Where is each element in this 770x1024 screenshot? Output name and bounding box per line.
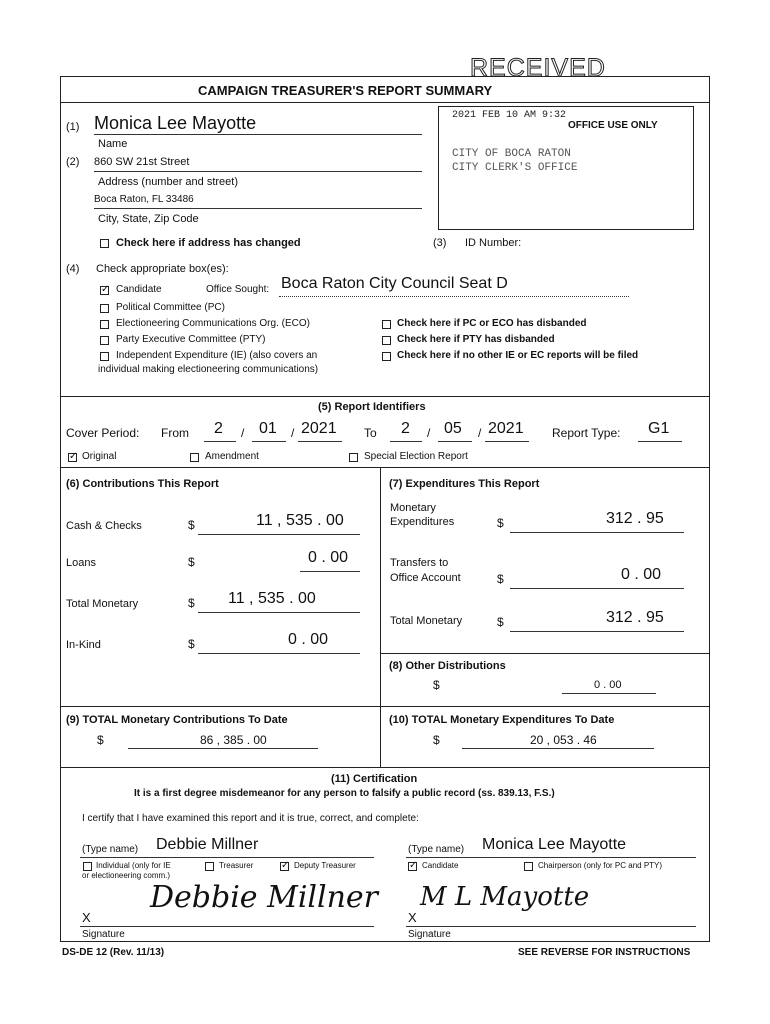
right-typed-name: Monica Lee Mayotte xyxy=(482,836,627,853)
to-year: 2021 xyxy=(488,420,524,437)
total-monetary-expenditures-value: 312 . 95 xyxy=(606,609,664,626)
cash-checks-label: Cash & Checks xyxy=(66,520,142,532)
address-changed-checkbox[interactable] xyxy=(100,239,109,248)
section-5-top-rule xyxy=(60,396,710,397)
individual-label-2: or electioneering comm.) xyxy=(82,871,171,880)
total-monetary-contributions-label: Total Monetary xyxy=(66,598,139,610)
pc-disbanded-label: Check here if PC or ECO has disbanded xyxy=(397,318,587,329)
from-year-underline xyxy=(298,441,342,442)
from-year: 2021 xyxy=(301,420,337,437)
no-other-reports-label: Check here if no other IE or EC reports will be filed xyxy=(397,350,639,361)
other-distributions-value: 0 . 00 xyxy=(594,679,622,691)
transfers-label-1: Transfers to xyxy=(390,557,449,569)
pty-label: Party Executive Committee (PTY) xyxy=(116,334,266,345)
to-day-underline xyxy=(438,441,472,442)
in-kind-dollar-sign: $ xyxy=(188,637,195,651)
monetary-expenditures-label-2: Expenditures xyxy=(390,516,455,528)
form-id: DS-DE 12 (Rev. 11/13) xyxy=(62,947,165,958)
pty-disbanded-label: Check here if PTY has disbanded xyxy=(397,334,555,345)
right-signature-label: Signature xyxy=(408,929,451,940)
right-signature: M L Mayotte xyxy=(420,882,590,912)
loans-dollar-sign: $ xyxy=(188,555,195,569)
to-month: 2 xyxy=(401,420,410,437)
section-1-number: (1) xyxy=(66,121,80,133)
transfers-dollar-sign: $ xyxy=(497,572,504,586)
to-year-underline xyxy=(485,441,529,442)
amendment-checkbox[interactable] xyxy=(190,453,199,462)
section-5-header: (5) Report Identifiers xyxy=(318,401,426,413)
ie-checkbox[interactable] xyxy=(100,352,109,361)
in-kind-value: 0 . 00 xyxy=(288,631,329,648)
pc-checkbox[interactable] xyxy=(100,304,109,313)
pc-label: Political Committee (PC) xyxy=(116,302,225,313)
right-type-name-label: (Type name) xyxy=(408,844,465,855)
total-contrib-underline xyxy=(198,612,360,613)
chairperson-checkbox[interactable] xyxy=(524,862,533,871)
total-monetary-expenditures-label: Total Monetary xyxy=(390,615,463,627)
pty-checkbox[interactable] xyxy=(100,336,109,345)
other-dist-underline xyxy=(562,693,656,694)
deputy-treasurer-label: Deputy Treasurer xyxy=(294,861,356,870)
stamp-date: 2021 FEB 10 AM 9:32 xyxy=(452,110,567,121)
section-2-number: (2) xyxy=(66,156,80,168)
special-election-checkbox[interactable] xyxy=(349,453,358,462)
section-7-header: (7) Expenditures This Report xyxy=(389,478,540,490)
from-slash-2: / xyxy=(291,426,295,440)
from-slash-1: / xyxy=(241,426,245,440)
individual-checkbox[interactable] xyxy=(83,862,92,871)
loans-value: 0 . 00 xyxy=(308,549,349,566)
column-divider xyxy=(380,467,381,768)
address-value: 860 SW 21st Street xyxy=(94,156,190,168)
candidate-label: Candidate xyxy=(116,284,162,295)
from-day: 01 xyxy=(259,420,277,437)
total-contrib-to-date-dollar-sign: $ xyxy=(97,733,104,747)
treasurer-label: Treasurer xyxy=(219,861,254,870)
address-underline xyxy=(94,171,422,172)
total-exp-to-date-dollar-sign: $ xyxy=(433,733,440,747)
special-election-label: Special Election Report xyxy=(364,451,468,462)
report-type-label: Report Type: xyxy=(552,426,621,440)
pty-disbanded-checkbox[interactable] xyxy=(382,336,391,345)
section-4-number: (4) xyxy=(66,263,80,275)
eco-label: Electioneering Communications Org. (ECO) xyxy=(116,318,310,329)
original-label: Original xyxy=(82,451,117,462)
section-8-top-rule xyxy=(380,653,710,654)
to-label: To xyxy=(364,426,377,440)
left-x-mark: X xyxy=(82,910,91,925)
loans-label: Loans xyxy=(66,557,96,569)
section-9-top-rule xyxy=(60,706,710,707)
eco-checkbox[interactable] xyxy=(100,320,109,329)
other-dist-dollar-sign: $ xyxy=(433,678,440,692)
name-underline xyxy=(94,134,422,135)
right-x-mark: X xyxy=(408,910,417,925)
right-signature-line xyxy=(406,926,696,927)
left-name-underline xyxy=(80,857,374,858)
monetary-expenditures-label-1: Monetary xyxy=(390,502,436,514)
total-dollar-sign: $ xyxy=(188,596,195,610)
office-use-label: OFFICE USE ONLY xyxy=(568,120,658,131)
certify-statement: I certify that I have examined this report and it is true, correct, and complete: xyxy=(82,813,419,824)
deputy-treasurer-checkbox[interactable] xyxy=(280,862,289,871)
address-changed-label: Check here if address has changed xyxy=(116,237,301,249)
left-typed-name: Debbie Millner xyxy=(156,836,259,853)
left-signature-label: Signature xyxy=(82,929,125,940)
original-checkbox[interactable] xyxy=(68,453,77,462)
ie-label-line-1: Independent Expenditure (IE) (also covers an xyxy=(116,350,318,361)
section-6-top-rule xyxy=(60,467,710,468)
stamp-city: CITY OF BOCA RATON xyxy=(452,148,571,160)
section-10-header: (10) TOTAL Monetary Expenditures To Date xyxy=(389,714,615,726)
monetary-exp-underline xyxy=(510,532,684,533)
candidate-name: Monica Lee Mayotte xyxy=(94,113,257,133)
section-4-header: Check appropriate box(es): xyxy=(96,263,229,275)
treasurer-checkbox[interactable] xyxy=(205,862,214,871)
individual-label-1: Individual (only for IE xyxy=(96,861,171,870)
from-month-underline xyxy=(204,441,236,442)
section-8-header: (8) Other Distributions xyxy=(389,660,506,672)
section-11-top-rule xyxy=(60,767,710,768)
to-slash-2: / xyxy=(478,426,482,440)
office-sought-value: Boca Raton City Council Seat D xyxy=(281,275,508,292)
loans-underline xyxy=(300,571,360,572)
to-day: 05 xyxy=(444,420,462,437)
report-type-value: G1 xyxy=(648,420,670,437)
in-kind-underline xyxy=(198,653,360,654)
pc-disbanded-checkbox[interactable] xyxy=(382,320,391,329)
to-month-underline xyxy=(390,441,422,442)
ie-label-line-2: individual making electioneering communications) xyxy=(98,364,319,375)
address-label: Address (number and street) xyxy=(98,176,239,188)
transfers-value: 0 . 00 xyxy=(621,566,662,583)
office-sought-label: Office Sought: xyxy=(206,284,270,295)
total-exp-dollar-sign: $ xyxy=(497,615,504,629)
cash-dollar-sign: $ xyxy=(188,518,195,532)
form-title: CAMPAIGN TREASURER'S REPORT SUMMARY xyxy=(198,83,493,98)
cover-period-label: Cover Period: xyxy=(66,426,140,440)
cash-checks-value: 11 , 535 . 00 xyxy=(256,512,344,529)
candidate-cert-label: Candidate xyxy=(422,861,459,870)
from-day-underline xyxy=(252,441,286,442)
id-number-label: ID Number: xyxy=(465,237,522,249)
left-type-name-label: (Type name) xyxy=(82,844,139,855)
left-signature: Debbie Millner xyxy=(150,880,379,915)
transfers-label-2: Office Account xyxy=(390,572,461,584)
candidate-cert-checkbox[interactable] xyxy=(408,862,417,871)
in-kind-label: In-Kind xyxy=(66,639,101,651)
candidate-checkbox[interactable] xyxy=(100,286,109,295)
stamp-clerk: CITY CLERK'S OFFICE xyxy=(452,162,578,174)
amendment-label: Amendment xyxy=(205,451,259,462)
no-other-reports-checkbox[interactable] xyxy=(382,352,391,361)
instructions-note: SEE REVERSE FOR INSTRUCTIONS xyxy=(518,947,691,958)
city-label: City, State, Zip Code xyxy=(98,213,199,225)
chairperson-label: Chairperson (only for PC and PTY) xyxy=(538,861,663,870)
from-month: 2 xyxy=(214,420,223,437)
transfers-underline xyxy=(510,588,684,589)
to-slash-1: / xyxy=(427,426,431,440)
name-label: Name xyxy=(98,138,128,150)
total-exp-underline xyxy=(510,631,684,632)
cash-underline xyxy=(198,534,360,535)
from-label: From xyxy=(161,426,189,440)
title-divider xyxy=(60,102,710,103)
city-value: Boca Raton, FL 33486 xyxy=(94,194,194,205)
section-6-header: (6) Contributions This Report xyxy=(66,478,219,490)
right-name-underline xyxy=(406,857,696,858)
section-9-header: (9) TOTAL Monetary Contributions To Date xyxy=(66,714,288,726)
left-signature-line xyxy=(80,926,374,927)
monetary-expenditures-value: 312 . 95 xyxy=(606,510,664,527)
total-expenditures-to-date-value: 20 , 053 . 46 xyxy=(530,733,597,747)
monetary-exp-dollar-sign: $ xyxy=(497,516,504,530)
section-9-underline xyxy=(128,748,318,749)
city-underline xyxy=(94,208,422,209)
section-11-header: (11) Certification xyxy=(331,773,418,785)
office-sought-underline xyxy=(279,296,629,297)
total-contributions-to-date-value: 86 , 385 . 00 xyxy=(200,733,267,747)
total-monetary-contributions-value: 11 , 535 . 00 xyxy=(228,590,316,607)
section-3-number: (3) xyxy=(433,237,447,249)
report-type-underline xyxy=(638,441,682,442)
received-stamp: RECEIVED xyxy=(470,54,606,82)
section-10-underline xyxy=(462,748,654,749)
misdemeanor-warning: It is a first degree misdemeanor for any person to falsify a public record (ss. 839.13, F.S.) xyxy=(134,788,555,799)
